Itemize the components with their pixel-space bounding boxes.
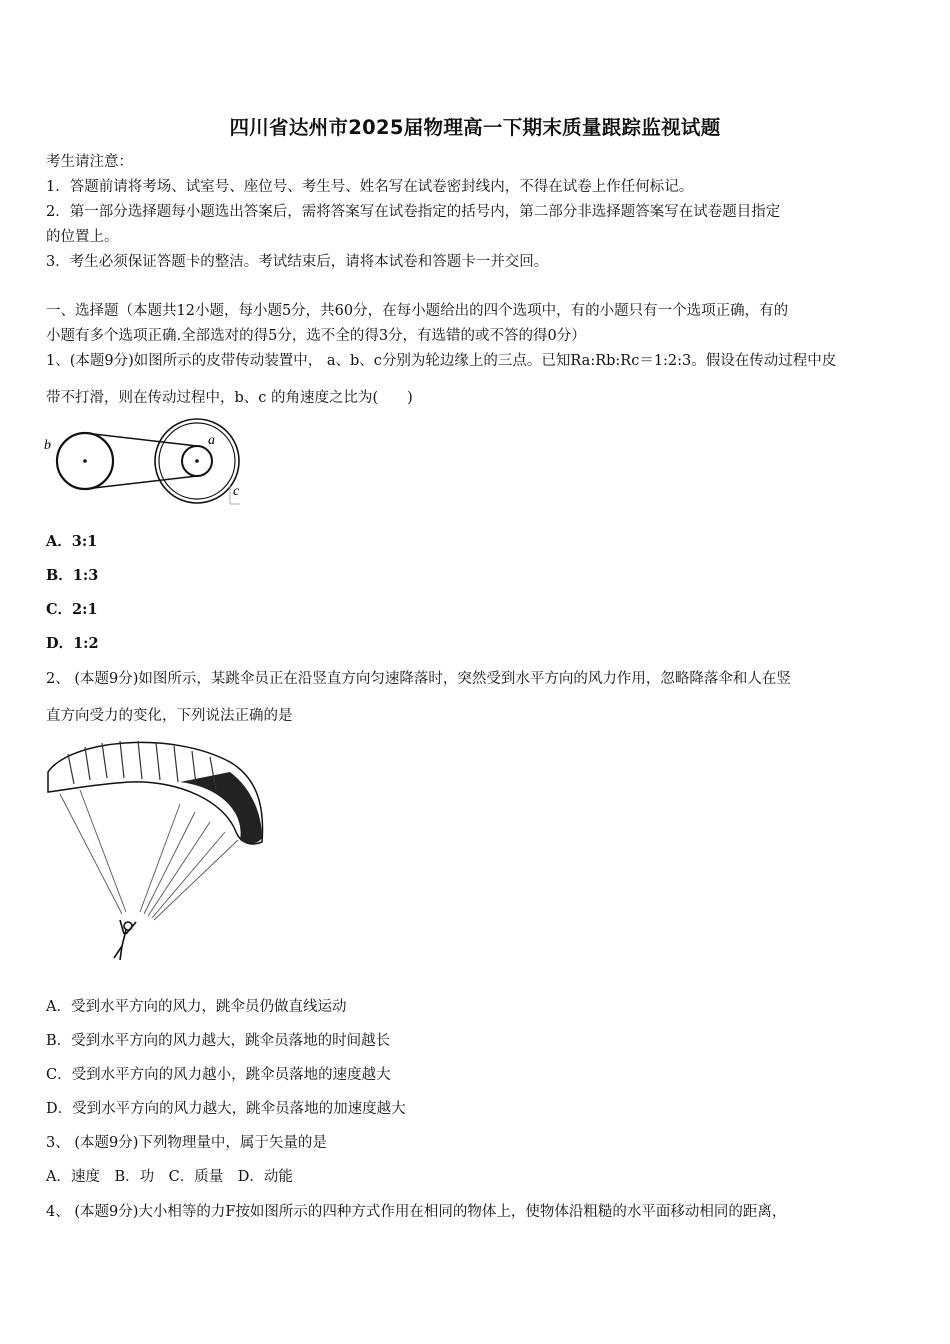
question-1-stem: 1、(本题9分)如图所示的皮带传动装置中， a、b、c分别为轮边缘上的三点。已知Ra:Rb:Rc＝1:2:3。假设在传动过程中皮: [46, 353, 837, 369]
label-a: a: [208, 433, 215, 448]
label-c: c: [233, 484, 240, 499]
notice-item: 2．第一部分选择题每小题选出答案后，需将答案写在试卷指定的括号内，第二部分非选择题答案写在试卷题目指定: [46, 204, 781, 220]
section-instructions: 一、选择题（本题共12小题，每小题5分，共60分，在每小题给出的四个选项中，有的小题只有一个选项正确，有的: [46, 303, 789, 319]
suspension-line: [152, 832, 225, 918]
question-2-option: B．受到水平方向的风力越大，跳伞员落地的时间越长: [46, 1033, 391, 1049]
question-1-option: D．1:2: [46, 635, 99, 652]
suspension-line: [148, 822, 210, 916]
notice-item: 3．考生必须保证答题卡的整洁。考试结束后，请将本试卷和答题卡一并交回。: [46, 254, 549, 270]
question-2-option: D．受到水平方向的风力越大，跳伞员落地的加速度越大: [46, 1101, 406, 1117]
page-title: 四川省达州市2025届物理高一下期末质量跟踪监视试题: [229, 116, 721, 139]
suspension-line: [144, 812, 195, 914]
pulley-a-center: [195, 459, 199, 463]
question-1-option: B．1:3: [46, 567, 99, 584]
suspension-line: [154, 840, 238, 920]
notice-item: 1．答题前请将考场、试室号、座位号、考生号、姓名写在试卷密封线内，不得在试卷上作任何标记。: [46, 179, 694, 195]
belt-pulley-figure: [40, 416, 250, 508]
label-b: b: [44, 438, 51, 453]
question-4-stem: 4、 (本题9分)大小相等的力F按如图所示的四种方式作用在相同的物体上，使物体沿粗糙的水平面移动相同的距离，: [46, 1204, 787, 1220]
question-1-stem: 带不打滑，则在传动过程中，b、c 的角速度之比为( ): [46, 390, 413, 406]
suspension-line: [60, 794, 122, 914]
question-2-stem: 2、 (本题9分)如图所示，某跳伞员正在沿竖直方向匀速降落时，突然受到水平方向的风力作用，忽略降落伞和人在竖: [46, 671, 791, 687]
section-instructions: 小题有多个选项正确.全部选对的得5分，选不全的得3分，有选错的或不答的得0分）: [46, 328, 586, 344]
parachutist-figure: [40, 732, 270, 968]
question-2-option: C．受到水平方向的风力越小，跳伞员落地的速度越大: [46, 1067, 391, 1083]
notice-heading: 考生请注意：: [46, 154, 133, 170]
question-2-stem: 直方向受力的变化，下列说法正确的是: [46, 708, 293, 724]
suspension-line: [140, 804, 180, 912]
question-3-stem: 3、 (本题9分)下列物理量中，属于矢量的是: [46, 1135, 327, 1151]
notice-item: 的位置上。: [46, 229, 119, 245]
question-1-option: A．3:1: [46, 533, 98, 550]
suspension-line: [80, 790, 126, 912]
question-3-options: A．速度 B．功 C．质量 D．动能: [46, 1169, 293, 1185]
question-1-option: C．2:1: [46, 601, 98, 618]
pulley-b-center: [83, 459, 87, 463]
question-2-option: A．受到水平方向的风力，跳伞员仍做直线运动: [46, 999, 347, 1015]
